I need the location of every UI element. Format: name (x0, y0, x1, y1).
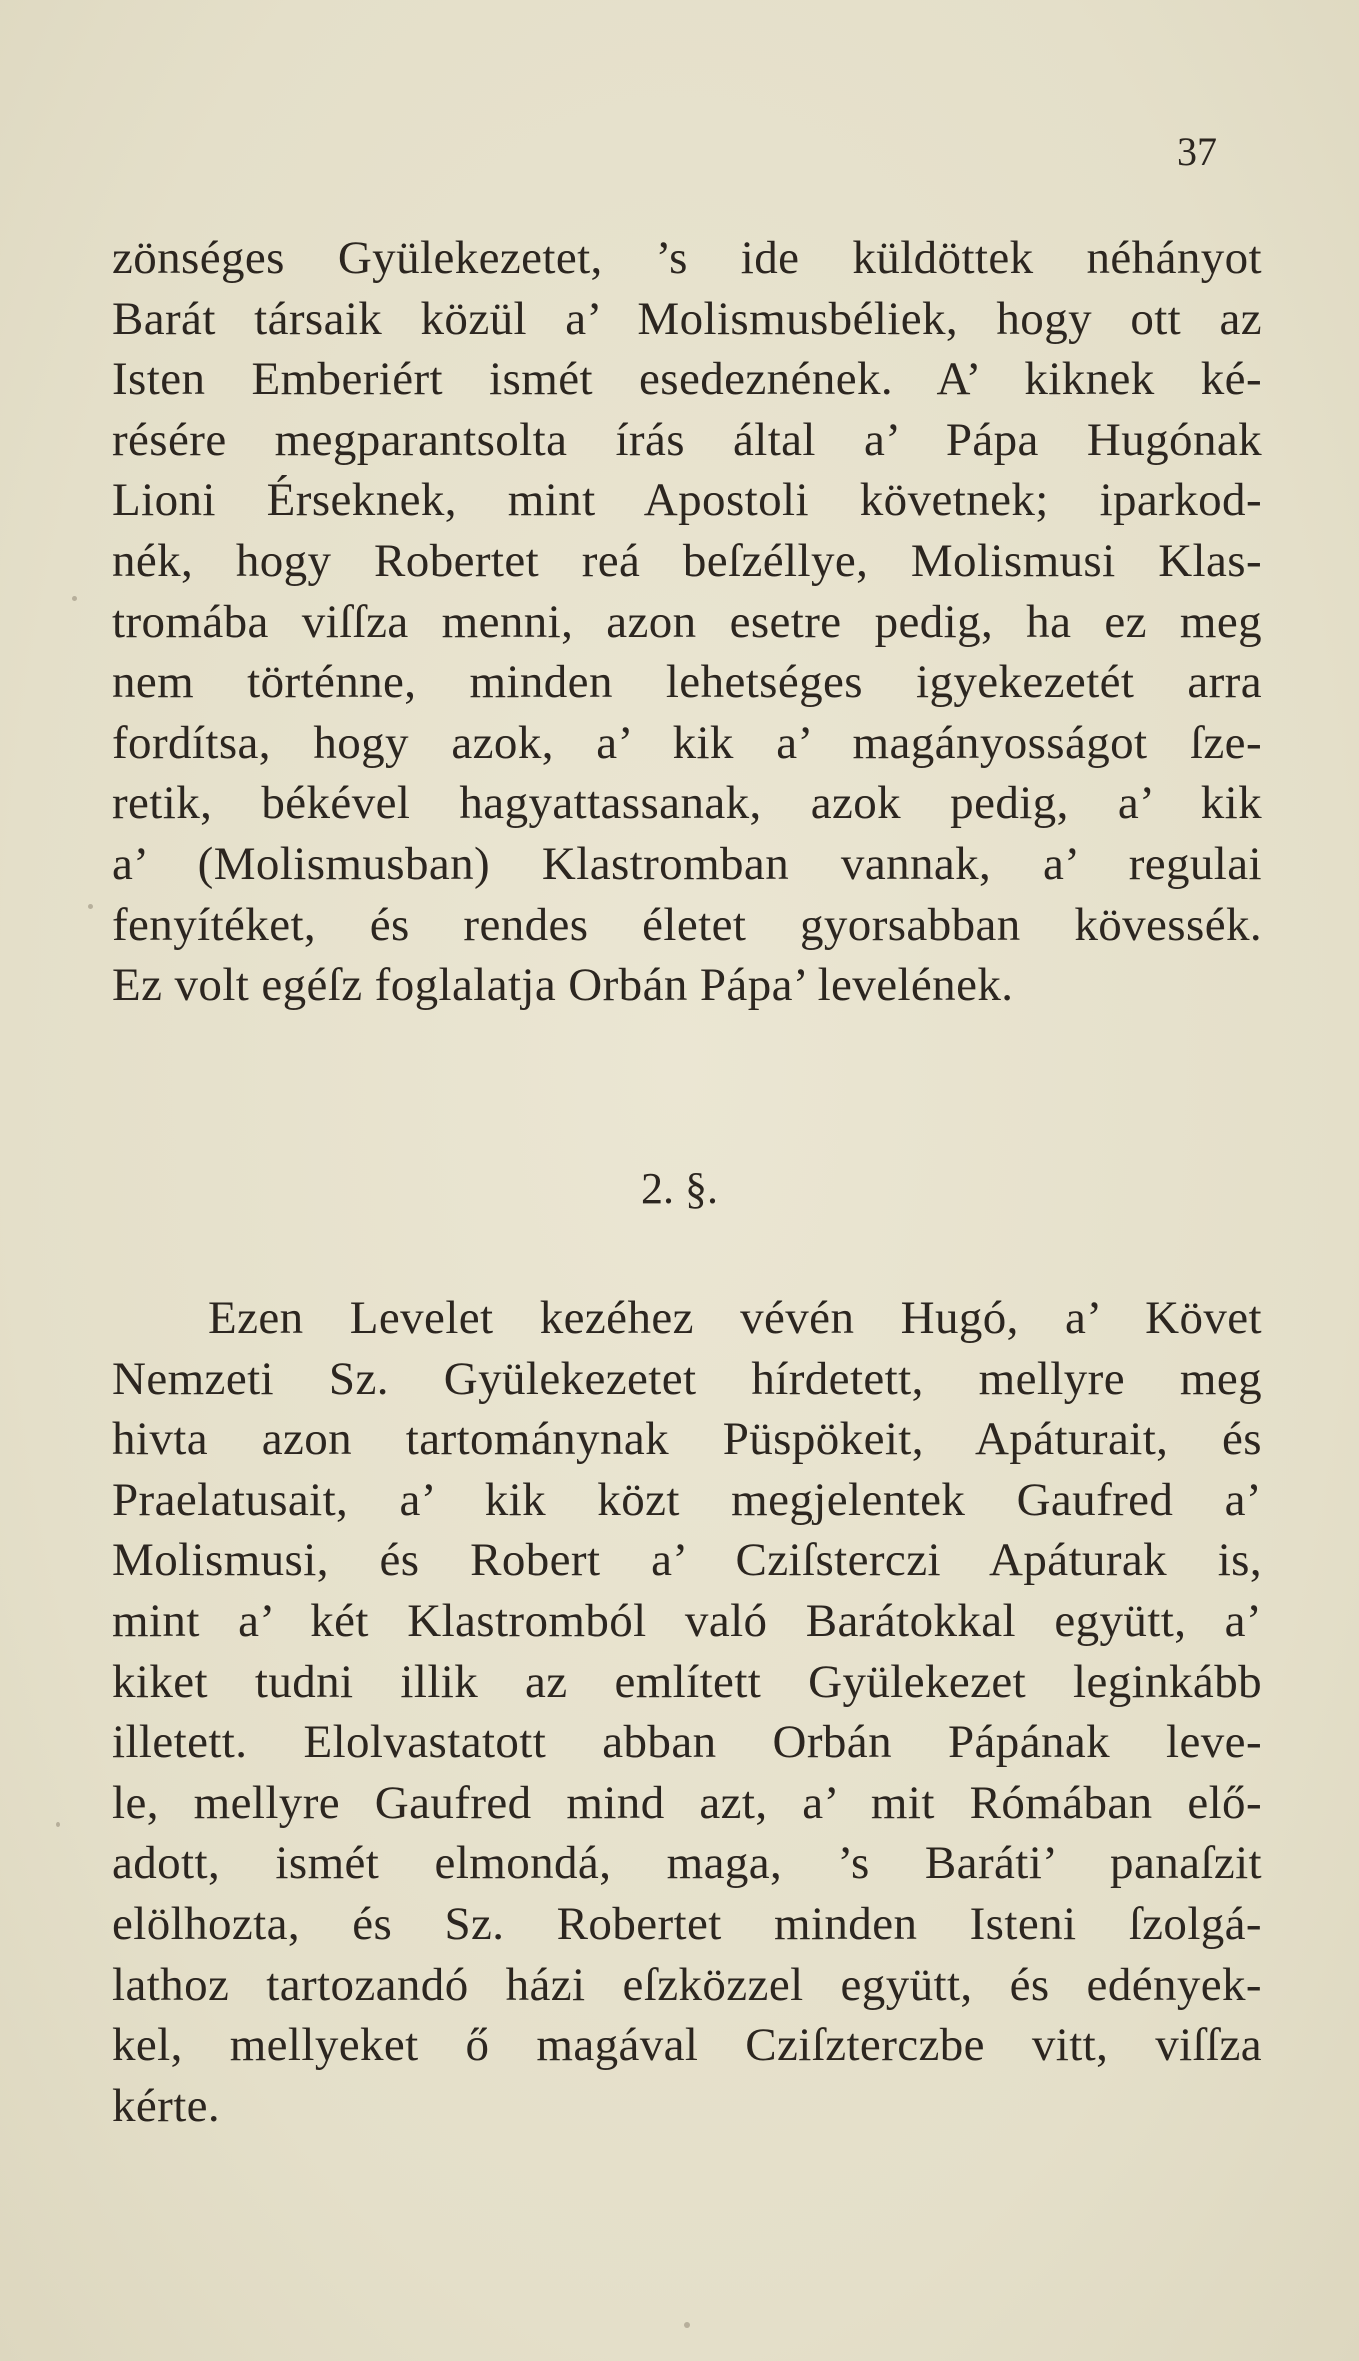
text-line: Praelatusait, a’ kik közt megjelentek Gaufred a’ (112, 1473, 1262, 1526)
text-line: fordítsa, hogy azok, a’ kik a’ magányosságot ſze- (112, 716, 1262, 769)
text-line: mint a’ két Klastromból való Barátokkal együtt, a’ (112, 1594, 1262, 1647)
text-line: illetett. Elolvastatott abban Orbán Pápának leve- (112, 1716, 1262, 1769)
text-line: Molismusi, és Robert a’ Cziſsterczi Apáturak is, (112, 1534, 1262, 1587)
text-line: a’ (Molismusban) Klastromban vannak, a’ regulai (112, 837, 1262, 890)
text-line: Lioni Érseknek, mint Apostoli követnek; iparkod- (112, 474, 1262, 527)
text-line: hivta azon tartománynak Püspökeit, Apáturait, és (112, 1413, 1262, 1466)
paper-speck (72, 596, 77, 601)
text-line: Ezen Levelet kezéhez vévén Hugó, a’ Követ (208, 1292, 1262, 1344)
text-line: zönséges Gyülekezetet, ’s ide küldöttek néhányot (112, 232, 1262, 284)
text-line: tromába viſſza menni, azon esetre pedig, ha ez meg (112, 595, 1262, 648)
text-line: adott, ismét elmondá, maga, ’s Baráti’ panaſzit (112, 1837, 1262, 1890)
text-line: résére megparantsolta írás által a’ Pápa Hugónak (112, 413, 1262, 466)
text-line: Barát társaik közül a’ Molismusbéliek, hogy ott az (112, 292, 1262, 345)
page-number: 37 (1177, 129, 1217, 174)
paper-speck (684, 2322, 690, 2328)
paper-speck (56, 1822, 60, 1827)
text-line: fenyítéket, és rendes életet gyorsabban kövessék. (112, 898, 1262, 951)
paragraph-1 (112, 228, 1262, 1016)
text-line: nem történne, minden lehetséges igyekezetét arra (112, 656, 1262, 709)
text-line: kiket tudni illik az említett Gyülekezet leginkább (112, 1655, 1262, 1708)
text-line: elölhozta, és Sz. Robertet minden Isteni ſzolgá- (112, 1897, 1262, 1950)
text-line: kel, mellyeket ő magával Cziſzterczbe vitt, viſſza (112, 2019, 1262, 2072)
text-line: Nemzeti Sz. Gyülekezetet hírdetett, mellyre meg (112, 1352, 1262, 1405)
text-line: lathoz tartozandó házi eſzközzel együtt, és edények- (112, 1958, 1262, 2011)
text-line: Ez volt egéſz foglalatja Orbán Pápa’ levelének. (112, 959, 1014, 1012)
text-line: Isten Emberiért ismét esedeznének. A’ kiknek ké- (112, 353, 1262, 406)
text-line: nék, hogy Robertet reá beſzéllye, Molismusi Klas- (112, 534, 1262, 587)
text-line: retik, békével hagyattassanak, azok pedig, a’ kik (112, 777, 1262, 830)
text-line: kérte. (112, 2079, 221, 2132)
section-heading: 2. §. (641, 1164, 718, 1213)
text-line: le, mellyre Gaufred mind azt, a’ mit Rómában elő- (112, 1776, 1262, 1829)
paper-speck (88, 904, 93, 909)
paragraph-2 (112, 1288, 1262, 2136)
